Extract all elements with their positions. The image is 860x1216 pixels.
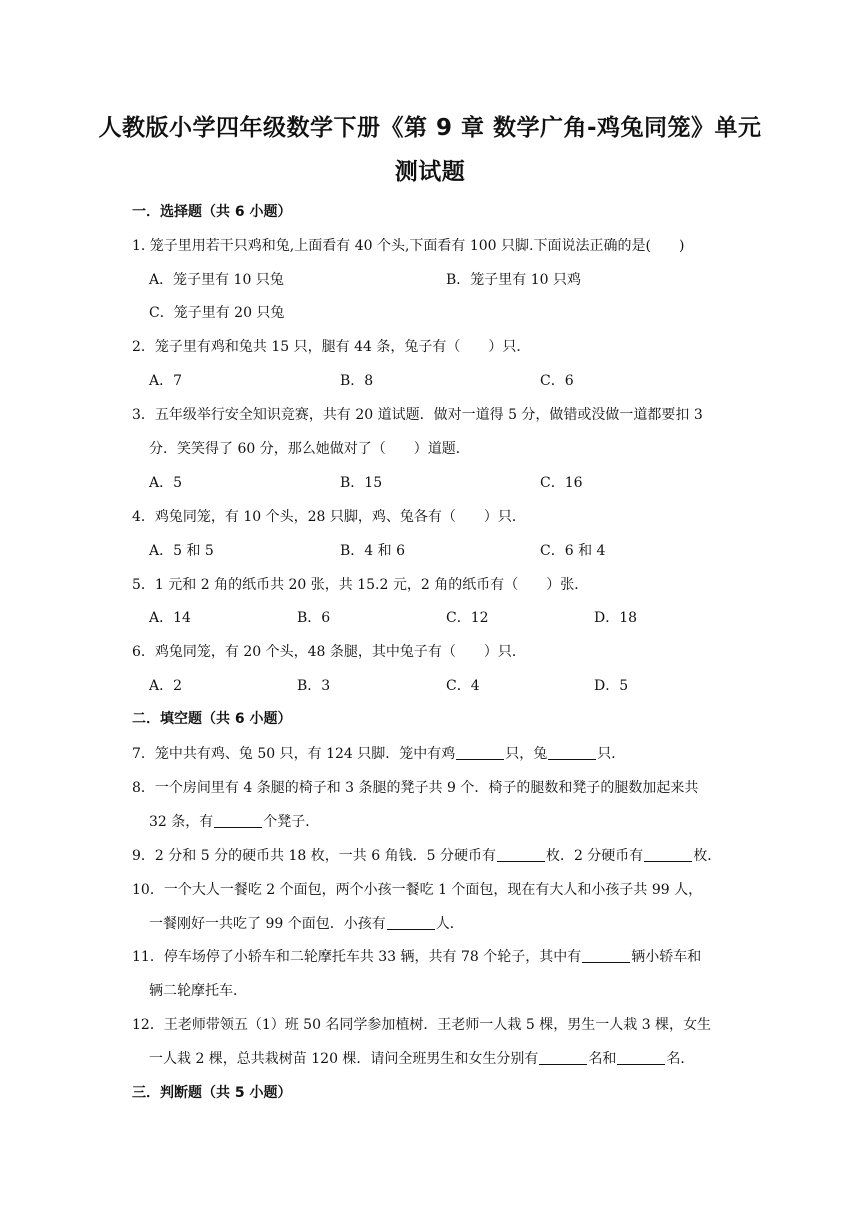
q6-option-d: D．5 [594, 678, 629, 694]
section-heading-fill: 二．填空题（共 6 小题） [132, 711, 292, 727]
question-12-text-b: 名和 [588, 1051, 617, 1067]
answer-blank [214, 813, 262, 828]
question-7-text-a: 7．笼中共有鸡、兔 50 只，有 124 只脚．笼中有鸡 [132, 746, 456, 762]
q3-option-a: A．5 [149, 475, 183, 491]
question-5: 5．1 元和 2 角的纸币共 20 张，共 15.2 元，2 角的纸币有（ ）张． [132, 577, 589, 593]
question-11-text-b: 辆小轿车和 [631, 949, 702, 965]
question-9-text-c: 枚． [693, 848, 722, 864]
question-8: 8．一个房间里有 4 条腿的椅子和 3 条腿的凳子共 9 个．椅子的腿数和凳子的腿数加起来共 [132, 780, 699, 796]
section-heading-judge: 三．判断题（共 5 小题） [132, 1085, 292, 1101]
question-6: 6．鸡兔同笼，有 20 个头，48 条腿，其中兔子有（ ）只． [132, 644, 526, 660]
page-title-line1: 人教版小学四年级数学下册《第 9 章 数学广角-鸡兔同笼》单元 [98, 115, 762, 141]
answer-blank [548, 745, 596, 760]
q4-option-b: B．4 和 6 [340, 543, 406, 559]
q4-option-c: C．6 和 4 [540, 543, 606, 559]
q2-option-c: C．6 [540, 373, 574, 389]
question-8-text-a: 32 条，有 [149, 814, 214, 830]
q5-option-a: A．14 [149, 610, 191, 626]
question-10-text-a: 一餐刚好一共吃了 99 个面包．小孩有 [149, 916, 386, 932]
question-3: 3．五年级举行安全知识竞赛，共有 20 道试题．做对一道得 5 分，做错或没做一道都要扣 3 [132, 407, 703, 423]
question-11-line2: 辆二轮摩托车． [149, 983, 247, 999]
answer-blank [387, 915, 435, 930]
question-11 [132, 947, 701, 967]
q2-option-b: B．8 [340, 373, 374, 389]
question-9-text-a: 9．2 分和 5 分的硬币共 18 枚，一共 6 角钱．5 分硬币有 [132, 848, 496, 864]
q6-option-a: A．2 [149, 678, 183, 694]
q3-option-b: B．15 [340, 475, 383, 491]
q1-option-c: C．笼子里有 20 只兔 [149, 305, 285, 321]
q2-option-a: A．7 [149, 373, 183, 389]
question-7-text-b: 只，兔 [505, 746, 548, 762]
question-1: 1. 笼子里用若干只鸡和兔,上面看有 40 个头,下面看有 100 只脚.下面说法正确的是( ) [132, 238, 685, 254]
question-12-text-a: 一人栽 2 棵，总共栽树苗 120 棵．请问全班男生和女生分别有 [149, 1051, 539, 1067]
question-9-text-b: 枚．2 分硬币有 [545, 848, 644, 864]
q6-option-c: C．4 [446, 678, 480, 694]
question-9 [132, 846, 721, 866]
question-12-text-c: 名． [666, 1051, 695, 1067]
q5-option-b: B．6 [297, 610, 331, 626]
question-10-text-b: 人． [435, 916, 464, 932]
q1-option-a: A．笼子里有 10 只兔 [149, 272, 284, 288]
q1-option-b: B．笼子里有 10 只鸡 [446, 272, 582, 288]
question-8-text-b: 个凳子． [263, 814, 320, 830]
question-2: 2．笼子里有鸡和兔共 15 只，腿有 44 条，兔子有（ ）只． [132, 339, 531, 355]
question-10-line2 [149, 914, 464, 934]
q5-option-d: D．18 [594, 610, 638, 626]
question-4: 4．鸡兔同笼，有 10 个头，28 只脚，鸡、兔各有（ ）只． [132, 509, 526, 525]
question-7-text-c: 只． [597, 746, 626, 762]
q5-option-c: C．12 [446, 610, 489, 626]
answer-blank [497, 847, 545, 862]
answer-blank [582, 948, 630, 963]
question-8-line2 [149, 812, 319, 832]
answer-blank [644, 847, 692, 862]
answer-blank [539, 1050, 587, 1065]
question-10: 10．一个大人一餐吃 2 个面包，两个小孩一餐吃 1 个面包，现在有大人和小孩子共 99 人， [132, 882, 703, 898]
question-7 [132, 744, 625, 764]
question-3-line2: 分．笑笑得了 60 分，那么她做对了（ ）道题． [149, 441, 470, 457]
q6-option-b: B．3 [297, 678, 331, 694]
page-title-line2: 测试题 [394, 159, 466, 185]
section-heading-choice: 一．选择题（共 6 小题） [132, 204, 292, 220]
question-12-line2 [149, 1049, 694, 1069]
q3-option-c: C．16 [540, 475, 583, 491]
question-12: 12．王老师带领五（1）班 50 名同学参加植树．王老师一人栽 5 棵，男生一人栽 3 棵，女生 [132, 1017, 712, 1033]
answer-blank [617, 1050, 665, 1065]
question-11-text-a: 11．停车场停了小轿车和二轮摩托车共 33 辆，共有 78 个轮子，其中有 [132, 949, 582, 965]
q4-option-a: A．5 和 5 [149, 543, 214, 559]
answer-blank [456, 745, 504, 760]
